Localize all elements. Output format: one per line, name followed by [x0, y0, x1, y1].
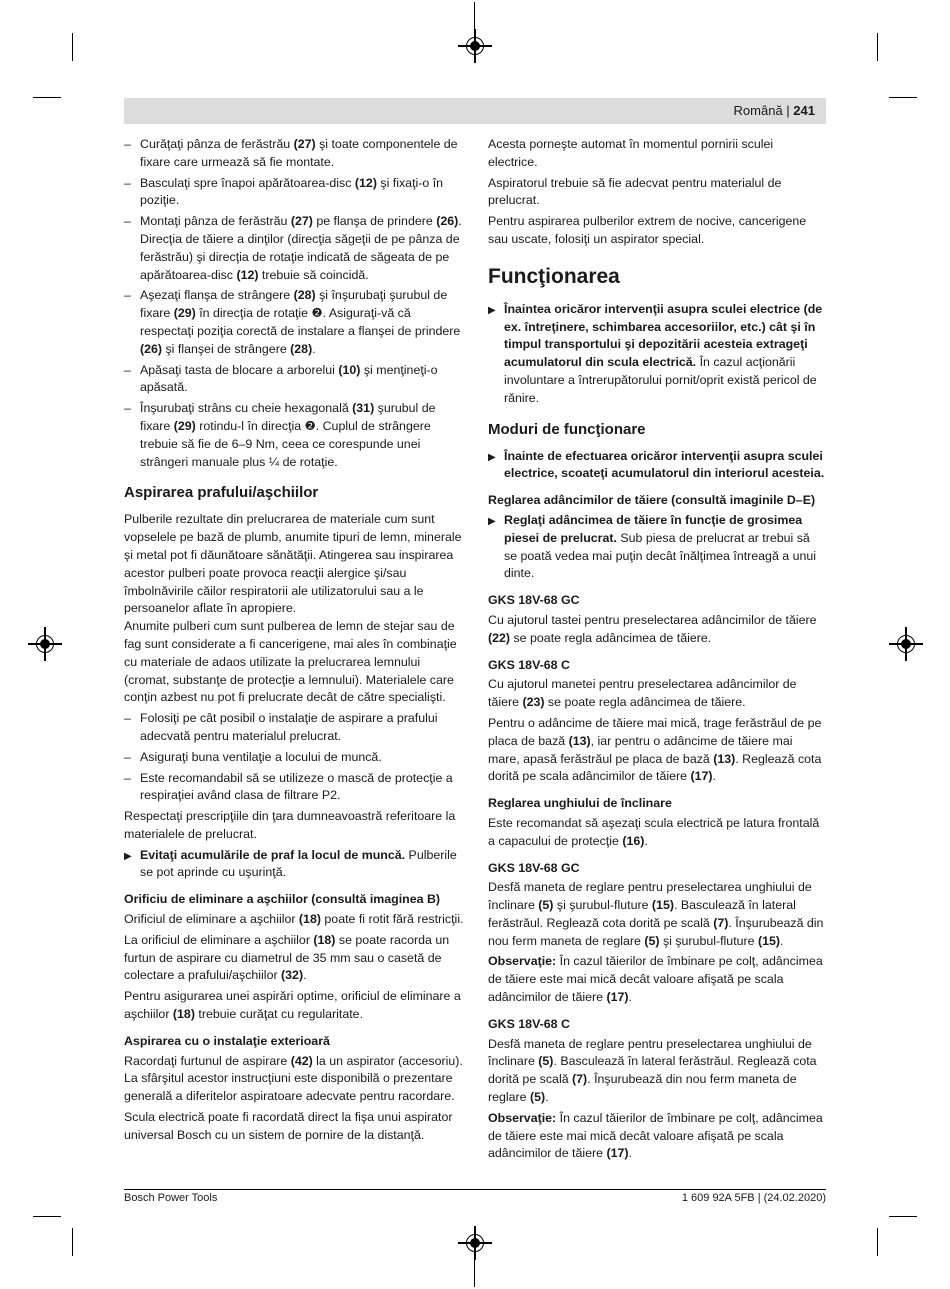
crop-mark: [33, 1216, 61, 1217]
page-number: 241: [793, 103, 815, 118]
subsection-heading: GKS 18V-68 GC: [488, 593, 580, 608]
paragraph: Este recomandat să aşezaţi scula electrică pe latura frontală a capacului de protecţie (16).: [488, 815, 820, 848]
page-header: Română | 241: [733, 103, 815, 118]
list-item: – Asiguraţi buna ventilaţie a locului de muncă.: [124, 749, 464, 767]
registration-mark-icon: [466, 37, 484, 55]
section-heading: Aspirarea prafului/aşchiilor: [124, 484, 319, 502]
list-item: – Montaţi pânza de ferăstrău (27) pe flanşa de prindere (26). Direcţia de tăiere a dinţilor (direcţia săgeţii de pe pânza de ferăstrău) şi direcţia de rotaţie indicată de săgeata de pe apărătoarea-disc (12) trebuie să coincidă.: [124, 213, 464, 284]
paragraph: Respectaţi prescripţiile din ţara dumneavoastră referitoare la materialele de prelucrat.: [124, 809, 456, 841]
header-bar: [124, 98, 826, 124]
paragraph: Anumite pulberi cum sunt pulberea de lemn de stejar sau de fag sunt considerate a fi cancerigene, mai ales în combinaţie cu materiale de adaos utilizate la prelucrarea lemnului (cromat, substanţe de protecţie a lemnului). Materialele care conţin azbest nu pot fi prelucrate decât de către specialişti.: [124, 619, 457, 705]
crop-mark: [474, 1257, 475, 1287]
footer-rule: [124, 1189, 826, 1190]
paragraph: Acesta porneşte automat în momentul pornirii sculei electrice.: [488, 137, 774, 169]
paragraph: Cu ajutorul tastei pentru preselectarea adâncimilor de tăiere (22) se poate regla adâncimea de tăiere.: [488, 612, 817, 645]
paragraph: Desfă maneta de reglare pentru preselectarea unghiului de înclinare (5). Basculează în lateral ferăstrăul. Reglează cota dorită pe scală (7). Înşurubează din nou ferm maneta de reglare (5).: [488, 1036, 817, 1105]
paragraph: Pentru o adâncime de tăiere mai mică, trage ferăstrăul de pe placa de bază (13), iar pentru o adâncime de tăiere mai mare, apasă ferăstrăul pe placa de bază (13). Reglează cota dorită pe scala adâncimilor de tăiere (17).: [488, 715, 822, 784]
registration-mark-icon: [897, 635, 915, 653]
paragraph: Desfă maneta de reglare pentru preselectarea unghiului de înclinare (5) şi şurubul-fluture (15). Basculează în lateral ferăstrăul. Reglează cota dorită pe scală (7). Înşurubează din nou ferm maneta de reglare (5) şi şurubul-fluture (15).: [488, 880, 824, 948]
warning-item: ▶ Înainte de efectuarea oricăror intervenţii asupra sculei electrice, scoateţi acumulatorul din interiorul acesteia.: [488, 448, 826, 484]
list-item: – Basculaţi spre înapoi apărătoarea-disc (12) şi fixaţi-o în poziţie.: [124, 175, 464, 211]
crop-mark: [877, 33, 878, 61]
subsection-heading: Reglarea unghiului de înclinare: [488, 796, 672, 811]
warning-item: ▶ Înaintea oricăror intervenţii asupra sculei electrice (de ex. întreţinere, schimbarea accesoriilor, etc.) cât şi în timpul transportului şi depozitării acesteia extrageţi acumulatorul din scula electrică. În cazul acţionării involuntare a întrerupătorului pornit/oprit există pericol de rănire.: [488, 301, 826, 408]
paragraph: Pentru aspirarea pulberilor extrem de nocive, cancerigene sau uscate, folosiţi un aspirator special.: [488, 214, 807, 246]
crop-mark: [889, 1216, 917, 1217]
subsection-heading: GKS 18V-68 C: [488, 657, 570, 672]
subsection-heading: Reglarea adâncimilor de tăiere (consultă imaginile D–E): [488, 493, 816, 508]
paragraph: Scula electrică poate fi racordată direct la fişa unui aspirator universal Bosch cu un sistem de pornire de la distanţă.: [124, 1110, 453, 1142]
paragraph: Aspiratorul trebuie să fie adecvat pentru materialul de prelucrat.: [488, 175, 782, 208]
footer-brand: Bosch Power Tools: [124, 1192, 218, 1204]
list-item: – Curăţaţi pânza de ferăstrău (27) şi toate componentele de fixare care urmează să fie montate.: [124, 136, 464, 172]
warning-item: ▶ Evitaţi acumulările de praf la locul de muncă. Pulberile se pot aprinde cu uşurinţă.: [124, 847, 464, 883]
list-item: – Aşezaţi flanşa de strângere (28) şi înşurubaţi şurubul de fixare (29) în direcţia de rotaţie ❷. Asiguraţi-vă că respectaţi poziţia corectă de instalare a flanşei de prindere (26) şi flanşei de strângere (28).: [124, 287, 464, 358]
section-title: Funcţionarea: [488, 264, 620, 288]
paragraph: Racordaţi furtunul de aspirare (42) la un aspirator (accesoriu). La sfârşitul acestor instrucţiuni este disponibilă o prezentare generală a diferitelor aspiratoare adecvate pentru racordare.: [124, 1053, 463, 1104]
crop-mark: [877, 1228, 878, 1256]
crop-mark: [72, 33, 73, 61]
list-item: – Este recomandabil să se utilizeze o mască de protecţie a respiraţiei având clasa de filtrare P2.: [124, 770, 464, 806]
registration-mark-icon: [466, 1234, 484, 1252]
paragraph: Pentru asigurarea unei aspirări optime, orificiul de eliminare a aşchiilor (18) trebuie curăţat cu regularitate.: [124, 989, 461, 1022]
subsection-heading: Orificiu de eliminare a aşchiilor (consultă imaginea B): [124, 892, 441, 907]
section-heading: Moduri de funcţionare: [488, 420, 646, 438]
right-column: [488, 136, 826, 1166]
list-item: – Înşurubaţi strâns cu cheie hexagonală (31) şurubul de fixare (29) rotindu-l în direcţia ❷. Cuplul de strângere trebuie să fie de 6–9 Nm, ceea ce corespunde unei strângeri manuale plus ¼ de rotaţie.: [124, 400, 464, 471]
subsection-heading: GKS 18V-68 GC: [488, 860, 580, 875]
paragraph: Pulberile rezultate din prelucrarea de materiale cum sunt vopselele pe bază de plumb, anumite tipuri de lemn, minerale şi metal pot fi dăunătoare sănătăţii. Atingerea sau inspirarea acestor pulberi poate provoca reacţii alergice şi/sau îmbolnăvirile căilor respiratorii ale utilizatorului sau a le persoanelor aflate în apropiere.: [124, 512, 462, 616]
warning-item: ▶ Reglaţi adâncimea de tăiere în funcţie de grosimea piesei de prelucrat. Sub piesa de prelucrat ar trebui să se poată vedea mai puţin decât înălţimea întreagă a unui dinte.: [488, 512, 826, 583]
registration-mark-icon: [36, 635, 54, 653]
left-column: [124, 136, 464, 1148]
list-item: – Apăsaţi tasta de blocare a arborelui (10) şi menţineţi-o apăsată.: [124, 362, 464, 398]
subsection-heading: Aspirarea cu o instalaţie exterioară: [124, 1033, 330, 1048]
paragraph: Cu ajutorul manetei pentru preselectarea adâncimilor de tăiere (23) se poate regla adâncimea de tăiere.: [488, 677, 797, 710]
paragraph: Observaţie: În cazul tăierilor de îmbinare pe colţ, adâncimea de tăiere este mai mică decât valoare afişată pe scala adâncimilor de tăiere (17).: [488, 1110, 823, 1161]
crop-mark: [474, 2, 475, 32]
subsection-heading: GKS 18V-68 C: [488, 1016, 570, 1031]
list-item: – Folosiţi pe cât posibil o instalaţie de aspirare a prafului adecvată pentru materialul prelucrat.: [124, 710, 464, 746]
crop-mark: [72, 1228, 73, 1256]
paragraph: Orificiul de eliminare a aşchiilor (18) poate fi rotit fără restricţii.: [124, 912, 464, 927]
crop-mark: [33, 97, 61, 98]
footer-doc-id: 1 609 92A 5FB | (24.02.2020): [681, 1192, 826, 1204]
crop-mark: [889, 97, 917, 98]
header-language: Română: [733, 103, 783, 118]
paragraph: Observaţie: În cazul tăierilor de îmbinare pe colţ, adâncimea de tăiere este mai mică decât valoare afişată pe scala adâncimilor de tăiere (17).: [488, 954, 823, 1005]
paragraph: La orificiul de eliminare a aşchiilor (18) se poate racorda un furtun de aspirare cu diametrul de 35 mm sau o casetă de colectare a prafului/aşchiilor (32).: [124, 932, 450, 983]
